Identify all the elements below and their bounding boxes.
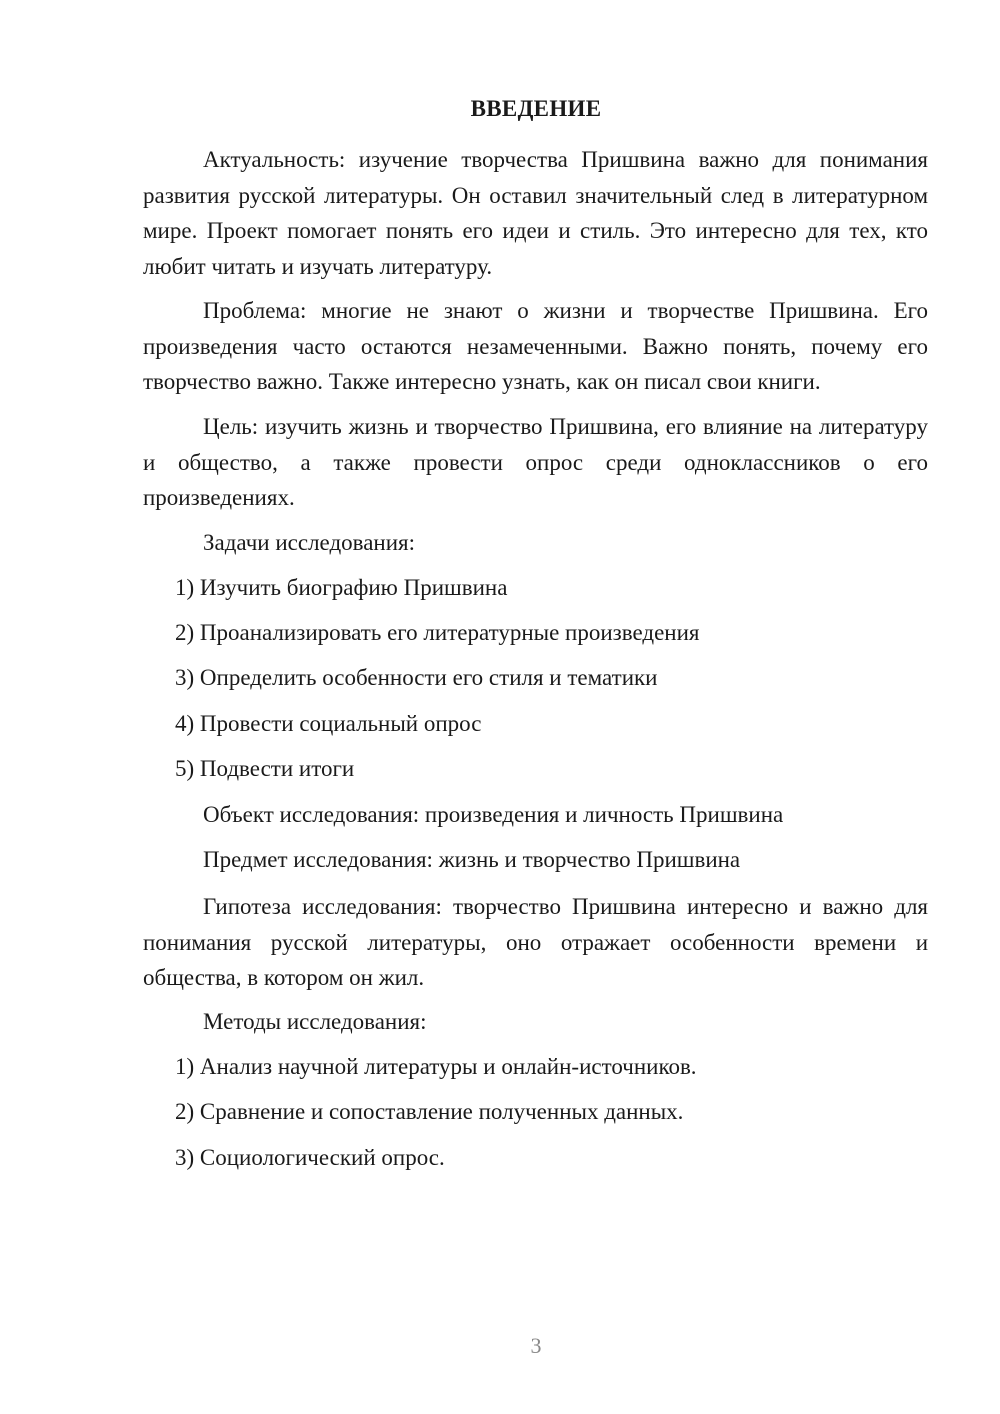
task-item: 2) Проанализировать его литературные произведения — [175, 620, 700, 645]
tasks-heading: Задачи исследования: — [203, 530, 416, 555]
relevance-paragraph: Актуальность: изучение творчества Пришвина важно для понимания развития русской литературы. Он оставил значительный след в литературном мире. Проект помогает понять его идеи и стиль. Это интересно для тех, кто любит читать и изучать литературу. — [143, 147, 928, 279]
hypothesis-paragraph: Гипотеза исследования: творчество Пришвина интересно и важно для понимания русской литературы, оно отражает особенности времени и общества, в котором он жил. — [143, 894, 928, 990]
task-item: 4) Провести социальный опрос — [175, 711, 482, 736]
section-title: ВВЕДЕНИЕ — [470, 96, 602, 121]
methods-heading: Методы исследования: — [203, 1009, 427, 1034]
method-item: 2) Сравнение и сопоставление полученных данных. — [175, 1099, 684, 1124]
goal-paragraph: Цель: изучить жизнь и творчество Пришвина, его влияние на литературу и общество, а также провести опрос среди одноклассников о его произведениях. — [143, 414, 928, 510]
research-object: Объект исследования: произведения и личность Пришвина — [203, 802, 784, 827]
method-item: 3) Социологический опрос. — [175, 1145, 445, 1170]
research-subject: Предмет исследования: жизнь и творчество Пришвина — [203, 847, 741, 872]
task-item: 1) Изучить биографию Пришвина — [175, 575, 508, 600]
task-item: 5) Подвести итоги — [175, 756, 355, 781]
problem-paragraph: Проблема: многие не знают о жизни и творчестве Пришвина. Его произведения часто остаются незамеченными. Важно понять, почему его творчество важно. Также интересно узнать, как он писал свои книги. — [143, 298, 928, 394]
page-number: 3 — [530, 1333, 542, 1358]
method-item: 1) Анализ научной литературы и онлайн-источников. — [175, 1054, 697, 1079]
task-item: 3) Определить особенности его стиля и тематики — [175, 665, 658, 690]
